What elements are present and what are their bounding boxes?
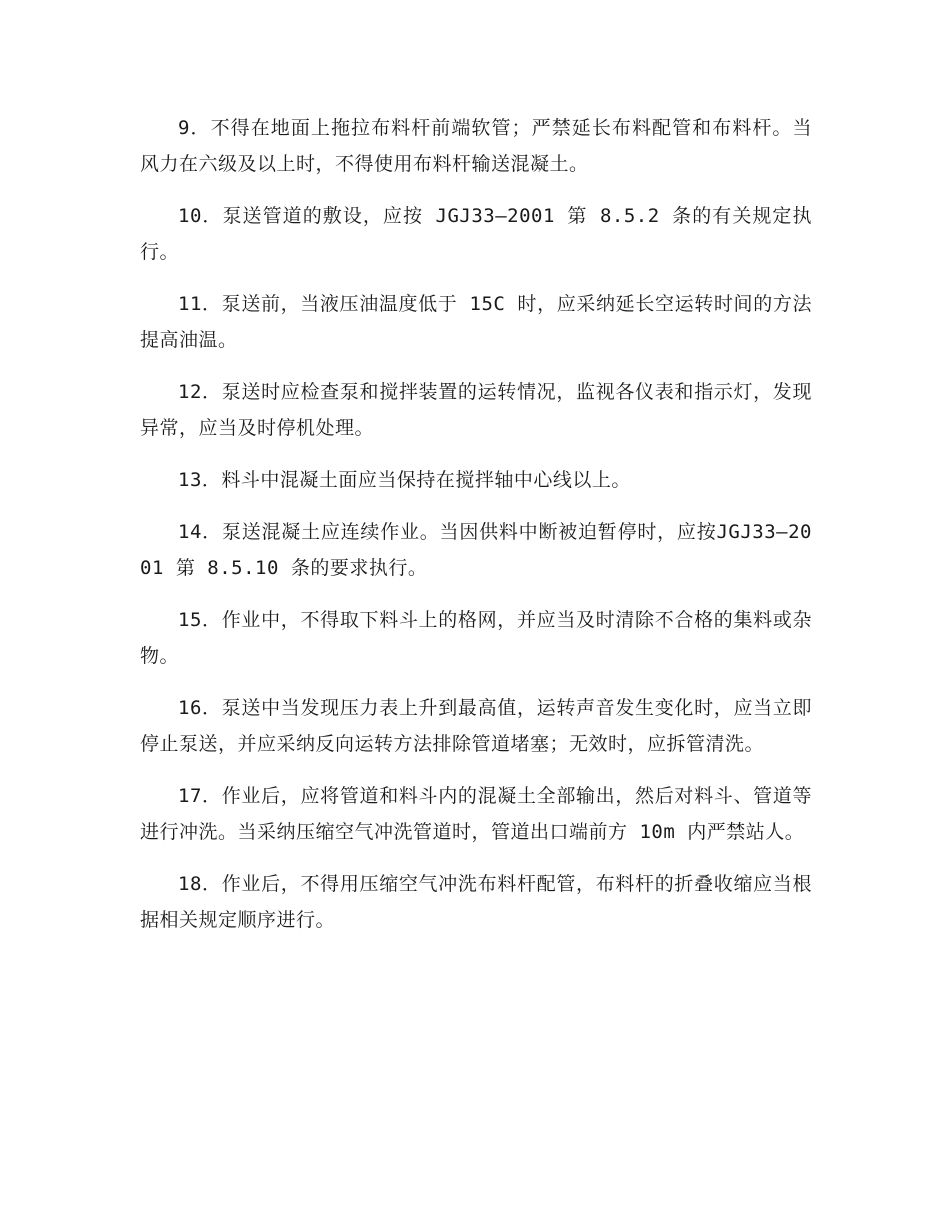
paragraph-item-17: 17．作业后，应将管道和料斗内的混凝土全部输出，然后对料斗、管道等进行冲洗。当采纳压缩空气冲洗管道时，管道出口端前方 10m 内严禁站人。 (140, 785, 812, 843)
paragraph-item-14: 14．泵送混凝土应连续作业。当因供料中断被迫暂停时，应按JGJ33—2001 第 8.5.10 条的要求执行。 (140, 521, 812, 579)
paragraph-item-18: 18．作业后，不得用压缩空气冲洗布料杆配管，布料杆的折叠收缩应当根据相关规定顺序进行。 (140, 873, 812, 931)
paragraph-item-16: 16．泵送中当发现压力表上升到最高值，运转声音发生变化时，应当立即停止泵送，并应采纳反向运转方法排除管道堵塞；无效时，应拆管清洗。 (140, 697, 812, 755)
document-body (140, 110, 812, 954)
paragraph-item-11: 11．泵送前，当液压油温度低于 15C 时，应采纳延长空运转时间的方法提高油温。 (140, 293, 812, 351)
paragraph-item-13: 13．料斗中混凝土面应当保持在搅拌轴中心线以上。 (178, 469, 631, 491)
paragraph-item-10: 10．泵送管道的敷设，应按 JGJ33—2001 第 8.5.2 条的有关规定执行。 (140, 205, 812, 263)
paragraph-item-15: 15．作业中，不得取下料斗上的格网，并应当及时清除不合格的集料或杂物。 (140, 609, 812, 667)
paragraph-item-9: 9．不得在地面上拖拉布料杆前端软管；严禁延长布料配管和布料杆。当风力在六级及以上时，不得使用布料杆输送混凝土。 (140, 117, 812, 175)
paragraph-item-12: 12．泵送时应检查泵和搅拌装置的运转情况，监视各仪表和指示灯，发现异常，应当及时停机处理。 (140, 381, 812, 439)
